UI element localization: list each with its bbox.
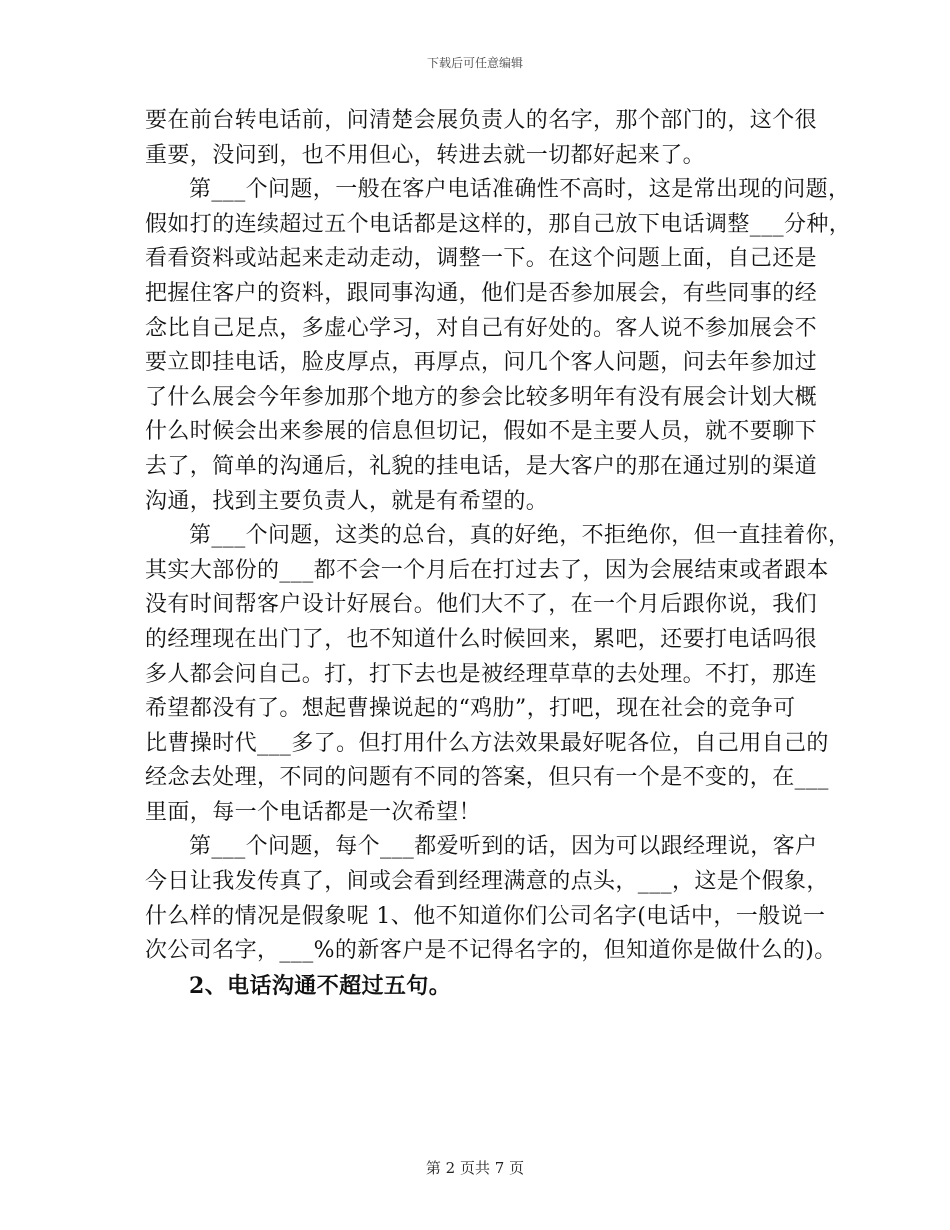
page-header: 下载后可任意编辑 (426, 56, 523, 70)
text-line: 看看资料或站起来走动走动，调整一下。在这个问题上面，自己还是 (145, 246, 818, 272)
text-line: 什么样的情况是假象呢 1、他不知道你们公司名字(电话中，一般说一 (145, 903, 826, 929)
text-line: 希望都没有了。想起曹操说起的“鸡肋”，打吧，现在社会的竞争可 (145, 696, 796, 722)
text-line: 里面，每一个电话都是一次希望！ (145, 799, 482, 825)
text-line: 要在前台转电话前，问清楚会展负责人的名字，那个部门的，这个很 (145, 108, 818, 133)
text-line: 比曹操时代___多了。但打用什么方法效果最好呢各位，自己用自己的 (145, 730, 829, 756)
text-line: 没有时间帮客户设计好展台。他们大不了，在一个月后跟你说，我们 (145, 592, 818, 618)
text-line: 今日让我发传真了，间或会看到经理满意的点头，___，这是个假象， (145, 869, 829, 895)
text-line: 的经理现在出门了，也不知道什么时候回来，累吧，还要打电话吗很 (145, 626, 818, 652)
text-line: 什么时候会出来参展的信息但切记，假如不是主要人员，就不要聊下 (145, 419, 818, 445)
text-line: 多人都会问自己。打，打下去也是被经理草草的去处理。不打，那连 (145, 661, 818, 687)
text-line: 沟通，找到主要负责人，就是有希望的。 (145, 488, 549, 514)
text-line: 第___个问题，这类的总台，真的好绝，不拒绝你，但一直挂着你， (189, 523, 851, 549)
document-body (145, 104, 852, 1003)
text-line: 次公司名字，___%的新客户是不记得名字的，但知道你是做什么的)。 (145, 938, 837, 964)
text-line: 去了，简单的沟通后，礼貌的挂电话，是大客户的那在通过别的渠道 (145, 453, 818, 479)
page-footer: 第 2 页共 7 页 (425, 1159, 525, 1177)
text-line: 第___个问题，每个___都爱听到的话，因为可以跟经理说，客户 (189, 834, 818, 860)
text-line: 其实大部份的___都不会一个月后在打过去了，因为会展结束或者跟本 (145, 557, 829, 583)
text-line: 假如打的连续超过五个电话都是这样的，那自己放下电话调整___分种， (145, 211, 852, 237)
text-line: 把握住客户的资料，跟同事沟通，他们是否参加展会，有些同事的经 (145, 280, 818, 306)
text-line: 重要，没问到，也不用但心，转进去就一切都好起来了。 (145, 142, 706, 168)
text-line: 了什么展会今年参加那个地方的参会比较多明年有没有展会计划大概 (145, 384, 818, 410)
text-line: 第___个问题，一般在客户电话准确性不高时，这是常出现的问题， (189, 177, 851, 203)
text-line: 念比自己足点，多虚心学习，对自己有好处的。客人说不参加展会不 (145, 315, 818, 341)
section-heading: 2、电话沟通不超过五句。 (189, 972, 452, 999)
text-line: 经念去处理，不同的问题有不同的答案，但只有一个是不变的，在___ (145, 765, 829, 791)
text-line: 要立即挂电话，脸皮厚点，再厚点，问几个客人问题，问去年参加过 (145, 350, 818, 376)
